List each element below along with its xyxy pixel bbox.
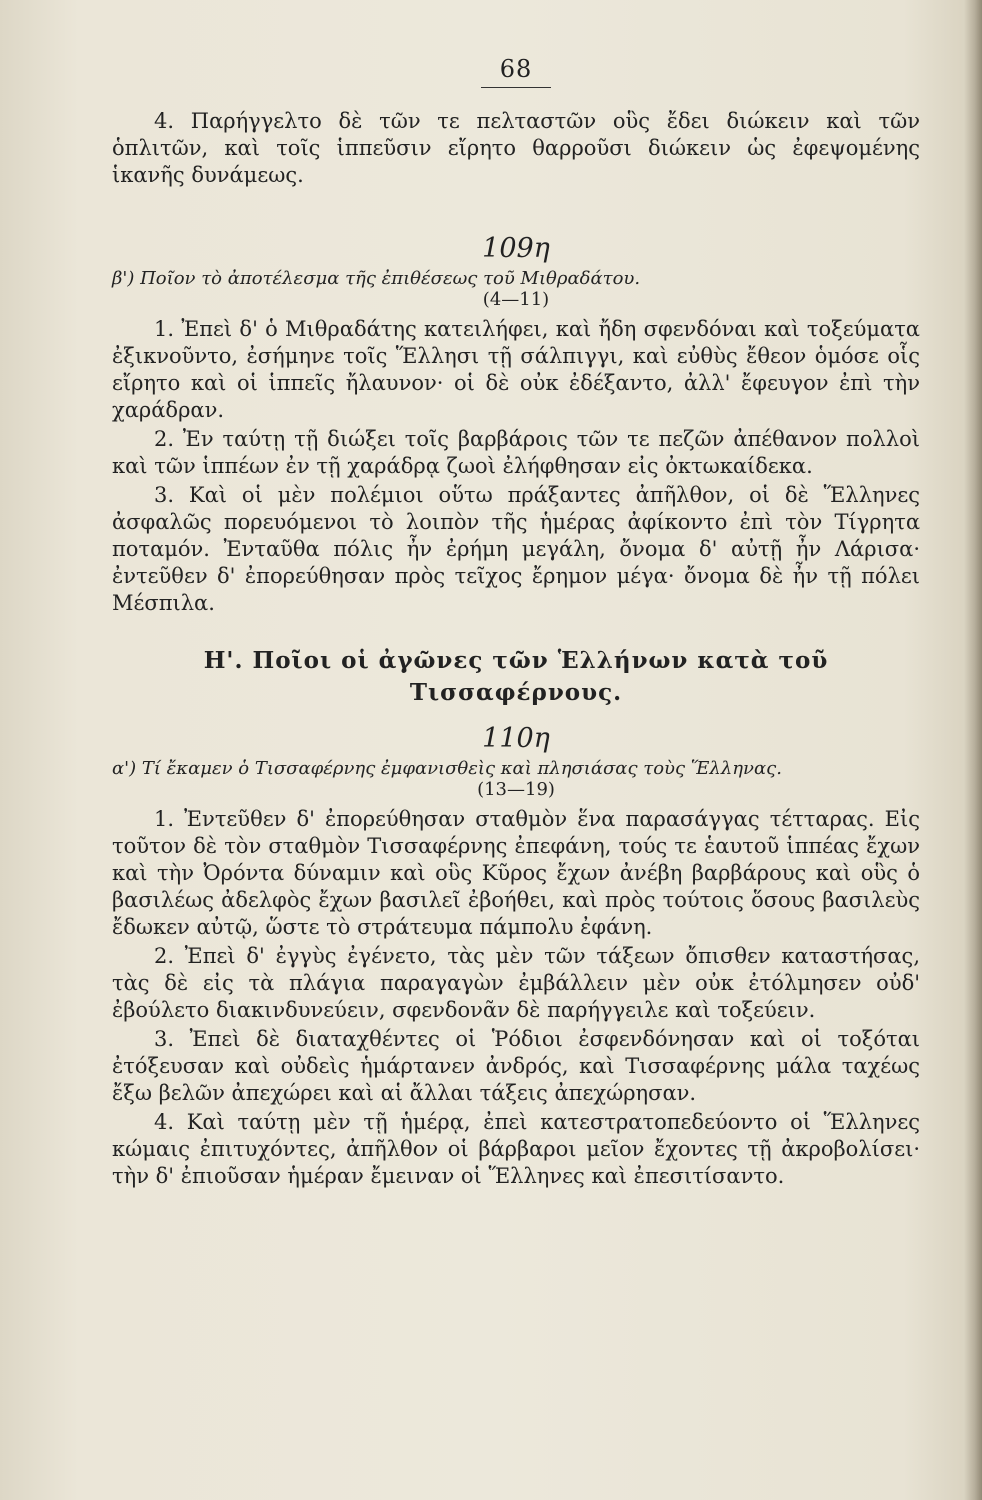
- section-110-paragraph: 1. Ἐντεῦθεν δ' ἐπορεύθησαν σταθμὸν ἕνα παρασάγγας τέτταρας. Εἰς τοῦτον δὲ τὸν σταθμὸν Τισσαφέρνης ἐπεφάνη, τούς τε ἑαυτοῦ ἱππέας ἔχων καὶ τὴν Ὀρόντα δύναμιν καὶ οὓς Κῦρος ἔχων ἀνέβη βαρβάρους καὶ οὓς ὁ βασιλέως ἀδελφὸς ἔχων βασιλεῖ ἐβοήθει, καὶ πρὸς τούτοις ὅσους βασιλεὺς ἔδωκεν αὐτῷ, ὥστε τὸ στράτευμα πάμπολυ ἐφάνη.: [112, 807, 920, 939]
- section-110-paragraph: 4. Καὶ ταύτῃ μὲν τῇ ἡμέρᾳ, ἐπεὶ κατεστρατοπεδεύοντο οἱ Ἕλληνες κώμαις ἐπιτυχόντες, ἀπῆλθον οἱ βάρβαροι μεῖον ἔχοντες τῇ ἀκροβολίσει· τὴν δ' ἐπιοῦσαν ἡμέραν ἔμειναν οἱ Ἕλληνες καὶ ἐπεσιτίσαντο.: [112, 1110, 920, 1188]
- chapter-heading: Η'. Ποῖοι οἱ ἀγῶνες τῶν Ἑλλήνων κατὰ τοῦ Τισσαφέρνους.: [203, 647, 829, 706]
- page-number: 68: [481, 55, 551, 88]
- intro-paragraph: 4. Παρήγγελτο δὲ τῶν τε πελταστῶν οὓς ἔδει διώκειν καὶ τῶν ὁπλιτῶν, καὶ τοῖς ἱππεῦσιν εἴρητο θαρροῦσι διώκειν ὡς ἐφεψομένης ἱκανῆς δυνάμεως.: [112, 109, 920, 187]
- section-110-number: 110η: [482, 723, 550, 754]
- section-109-title: β') Ποῖον τὸ ἀποτέλεσμα τῆς ἐπιθέσεως τοῦ Μιθραδάτου.: [112, 268, 641, 289]
- section-110-body: [112, 806, 920, 1190]
- section-109-paragraph: 2. Ἐν ταύτῃ τῇ διώξει τοῖς βαρβάροις τῶν τε πεζῶν ἀπέθανον πολλοὶ καὶ τῶν ἱππέων ἐν τῇ χαράδρᾳ ζωοὶ ἐλήφθησαν εἰς ὀκτωκαίδεκα.: [112, 427, 920, 478]
- section-109-paragraph: 1. Ἐπεὶ δ' ὁ Μιθραδάτης κατειλήφει, καὶ ἤδη σφενδόναι καὶ τοξεύματα ἐξικνοῦντο, ἐσήμηνε τοῖς Ἕλλησι τῇ σάλπιγγι, καὶ εὐθὺς ἔθεον ὁμόσε οἷς εἴρητο καὶ οἱ ἱππεῖς ἤλαυνον· οἱ δὲ οὐκ ἐδέξαντο, ἀλλ' ἔφευγον ἐπὶ τὴν χαράδραν.: [112, 317, 920, 422]
- section-110-paragraph: 3. Ἐπεὶ δὲ διαταχθέντες οἱ Ῥόδιοι ἐσφενδόνησαν καὶ οἱ τοξόται ἐτόξευσαν καὶ οὐδεὶς ἡμάρτανεν ἀνδρός, καὶ Τισσαφέρνης μάλα ταχέως ἔξω βελῶν ἀπεχώρει καὶ αἱ ἄλλαι τάξεις ἀπεχώρησαν.: [112, 1027, 920, 1105]
- section-110-title: α') Τί ἔκαμεν ὁ Τισσαφέρνης ἐμφανισθεὶς καὶ πλησιάσας τοὺς Ἕλληνας.: [112, 758, 782, 779]
- section-109-body: [112, 316, 920, 617]
- intro-block: [112, 108, 920, 189]
- section-110-paragraph: 2. Ἐπεὶ δ' ἐγγὺς ἐγένετο, τὰς μὲν τῶν τάξεων ὄπισθεν καταστήσας, τὰς δὲ εἰς τὰ πλάγια παραγαγὼν ἐμβάλλειν μὲν οὐκ ἐτόλμησεν οὐδ' ἐβούλετο διακινδυνεύειν, σφενδονᾶν δὲ παρήγγειλε καὶ τοξεύειν.: [112, 944, 920, 1022]
- section-109-paragraph: 3. Καὶ οἱ μὲν πολέμιοι οὕτω πράξαντες ἀπῆλθον, οἱ δὲ Ἕλληνες ἀσφαλῶς πορευόμενοι τὸ λοιπὸν τῆς ἡμέρας ἀφίκοντο ἐπὶ τὸν Τίγρητα ποταμόν. Ἐνταῦθα πόλις ἦν ἐρήμη μεγάλη, ὄνομα δ' αὐτῇ ἦν Λάρισα· ἐντεῦθεν δ' ἐπορεύθησαν πρὸς τεῖχος ἔρημον μέγα· ὄνομα δὲ ἦν τῇ πόλει Μέσπιλα.: [112, 483, 920, 615]
- page-edge-shadow: [964, 0, 982, 1500]
- section-110-range: (13—19): [477, 779, 555, 800]
- section-109-number: 109η: [482, 233, 550, 264]
- section-109-range: (4—11): [482, 289, 550, 310]
